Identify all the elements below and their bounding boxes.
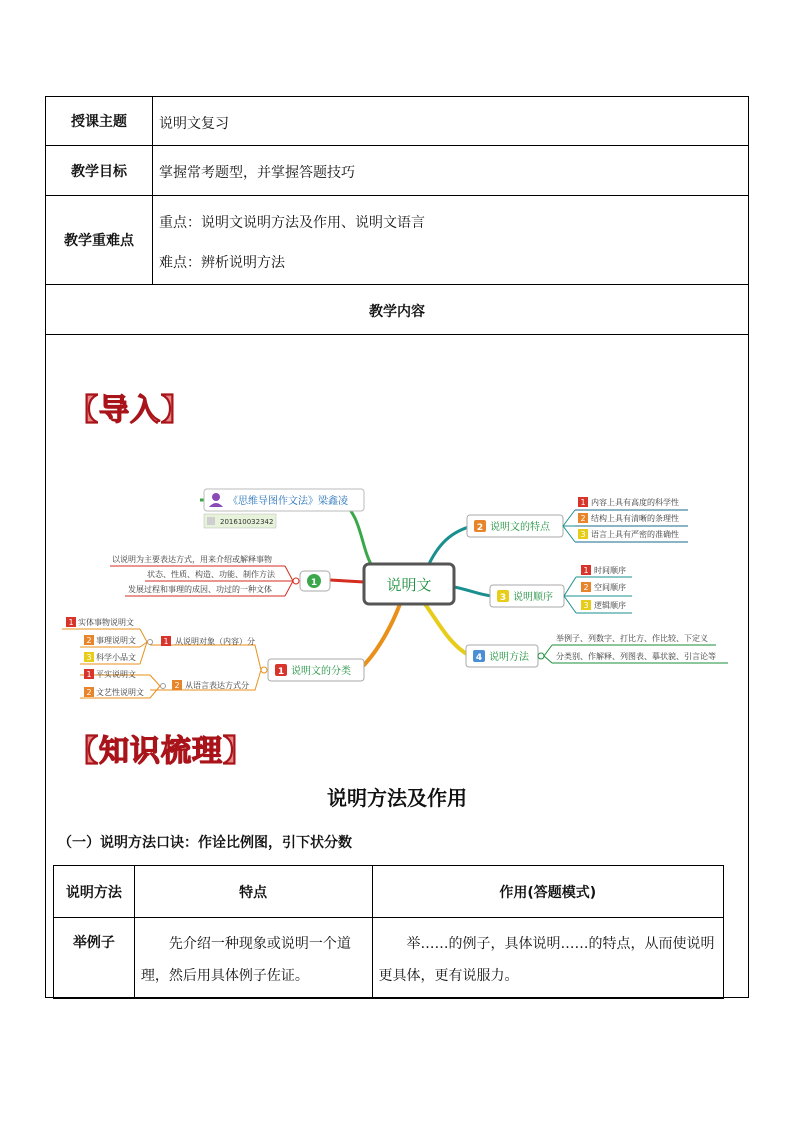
svg-text:2: 2 bbox=[583, 583, 589, 592]
row-feature: 先介绍一种现象或说明一个道理，然后用具体例子佐证。 bbox=[134, 918, 372, 999]
branch-node1 bbox=[330, 580, 364, 582]
order-label: 说明顺序 bbox=[513, 592, 553, 603]
methods-line-2: 分类别、作解释、列图表、摹状貌、引言论等 bbox=[556, 652, 716, 661]
mnemonic-title: （一）说明方法口诀：作诠比例图，引下状分数 bbox=[58, 835, 352, 851]
header-method: 说明方法 bbox=[54, 866, 135, 918]
svg-text:1: 1 bbox=[277, 667, 285, 677]
methods-table-header bbox=[54, 866, 724, 918]
category-item-2: 事理说明文 bbox=[96, 636, 136, 645]
author-name: 《思维导图作文法》梁鑫凌 bbox=[228, 496, 348, 507]
row-effect: 举……的例子，具体说明……的特点，从而使说明更具体，更有说服力。 bbox=[372, 918, 724, 999]
svg-text:2: 2 bbox=[86, 688, 92, 697]
node1-desc-2: 状态、性质、构造、功能、制作方法 bbox=[147, 570, 275, 579]
category-item-3: 科学小品文 bbox=[96, 653, 136, 662]
center-label: 说明文 bbox=[386, 576, 432, 594]
svg-text:1: 1 bbox=[86, 670, 92, 679]
order-1: 时间顺序 bbox=[594, 566, 626, 575]
row-method: 举例子 bbox=[54, 918, 135, 999]
goal-label: 教学目标 bbox=[46, 146, 153, 195]
order-3: 逻辑顺序 bbox=[594, 601, 626, 610]
node1-desc-1: 以说明为主要表达方式，用来介绍或解释事物 bbox=[112, 555, 272, 564]
feature-2: 结构上具有清晰的条理性 bbox=[591, 514, 679, 523]
section-title: 说明方法及作用 bbox=[327, 786, 467, 810]
branch-features bbox=[428, 526, 472, 566]
svg-text:2: 2 bbox=[580, 514, 586, 523]
svg-text:3: 3 bbox=[499, 593, 507, 603]
svg-text:1: 1 bbox=[68, 618, 74, 627]
category-item-4: 平实说明文 bbox=[96, 670, 136, 679]
branch-order bbox=[454, 587, 492, 596]
category-item-5: 文艺性说明文 bbox=[96, 688, 144, 697]
svg-text:2: 2 bbox=[86, 636, 92, 645]
goal-value: 掌握常考题型，并掌握答题技巧 bbox=[159, 165, 355, 181]
categories-label: 说明文的分类 bbox=[291, 666, 351, 677]
features-label: 说明文的特点 bbox=[490, 522, 550, 533]
order-2: 空间顺序 bbox=[594, 583, 626, 592]
category-item-1: 实体事物说明文 bbox=[78, 618, 134, 627]
svg-text:4: 4 bbox=[475, 653, 483, 663]
knowledge-banner: 【知识梳理】 bbox=[68, 734, 254, 769]
svg-text:1: 1 bbox=[163, 637, 169, 646]
svg-text:1: 1 bbox=[583, 566, 589, 575]
feature-1: 内容上具有高度的科学性 bbox=[591, 498, 679, 507]
svg-text:1: 1 bbox=[310, 578, 318, 588]
methods-table bbox=[53, 865, 724, 999]
key-point: 重点：说明文说明方法及作用、说明文语言 bbox=[159, 215, 425, 231]
svg-text:3: 3 bbox=[86, 653, 92, 662]
methods-line-1: 举例子、列数字、打比方、作比较、下定义 bbox=[556, 634, 708, 643]
header-effect: 作用(答题模式) bbox=[372, 866, 724, 918]
key-label: 教学重难点 bbox=[46, 196, 153, 284]
header-feature: 特点 bbox=[134, 866, 372, 918]
intro-banner: 【导入】 bbox=[68, 393, 192, 428]
user-icon bbox=[212, 493, 220, 501]
topic-value: 说明文复习 bbox=[159, 116, 229, 132]
methods-label: 说明方法 bbox=[489, 652, 529, 663]
node1-desc-3: 发展过程和事理的成因、功过的一种文体 bbox=[128, 585, 272, 594]
svg-text:1: 1 bbox=[580, 498, 586, 507]
difficult-point: 难点：辨析说明方法 bbox=[159, 255, 285, 271]
svg-text:3: 3 bbox=[580, 530, 586, 539]
category-by-object: 从说明对象（内容）分 bbox=[175, 637, 255, 646]
content-title: 教学内容 bbox=[369, 304, 425, 320]
svg-text:3: 3 bbox=[583, 601, 589, 610]
svg-text:2: 2 bbox=[174, 681, 180, 690]
category-by-language: 从语言表达方式分 bbox=[185, 681, 249, 690]
branch-methods bbox=[425, 604, 470, 656]
topic-label: 授课主题 bbox=[46, 97, 153, 145]
feature-3: 语言上具有严密的准确性 bbox=[591, 530, 679, 539]
branch-categories bbox=[360, 604, 400, 669]
table-row bbox=[54, 918, 724, 999]
svg-text:2: 2 bbox=[476, 523, 484, 533]
author-id: 201610032342 bbox=[220, 518, 274, 526]
